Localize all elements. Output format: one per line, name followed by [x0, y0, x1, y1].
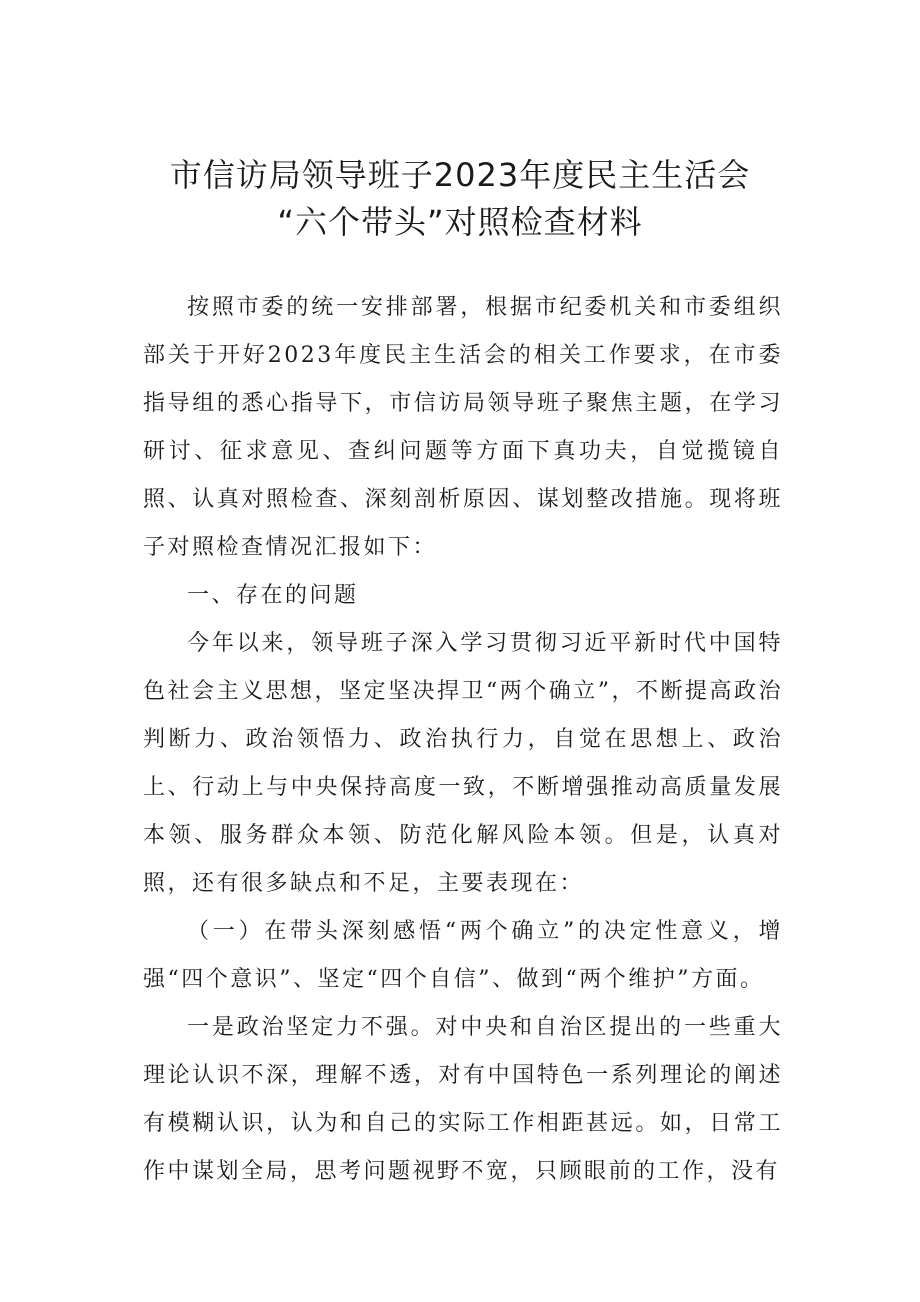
document-title-line-1: 市信访局领导班子2023年度民主生活会	[169, 156, 751, 194]
paragraph-point-1: 一是政治坚定力不强。对中央和自治区提出的一些重大理论认识不深，理解不透，对有中国特色一系列理论的阐述有模糊认识，认为和自己的实际工作相距甚远。如，日常工作中谋划全局，思考问题视野不宽，只顾眼前的工作，没有	[143, 1015, 783, 1184]
section-heading-problems: 一、存在的问题	[187, 583, 359, 608]
paragraph-intro: 按照市委的统一安排部署，根据市纪委机关和市委组织部关于开好2023年度民主生活会的相关工作要求，在市委指导组的悉心指导下，市信访局领导班子聚焦主题，在学习研讨、征求意见、查纠问题等方面下真功夫，自觉揽镜自照、认真对照检查、深刻剖析原因、谋划整改措施。现将班子对照检查情况汇报如下：	[143, 295, 783, 560]
paragraph-overview: 今年以来，领导班子深入学习贯彻习近平新时代中国特色社会主义思想，坚定坚决捍卫“两个确立”，不断提高政治判断力、政治领悟力、政治执行力，自觉在思想上、政治上、行动上与中央保持高度一致，不断增强推动高质量发展本领、服务群众本领、防范化解风险本领。但是，认真对照，还有很多缺点和不足，主要表现在：	[143, 631, 783, 896]
document-title-line-2: “六个带头”对照检查材料	[277, 203, 643, 241]
document-body	[143, 284, 783, 1196]
subsection-heading-1: （一）在带头深刻感悟“两个确立”的决定性意义，增强“四个意识”、坚定“四个自信”、做到“两个维护”方面。	[143, 919, 783, 992]
